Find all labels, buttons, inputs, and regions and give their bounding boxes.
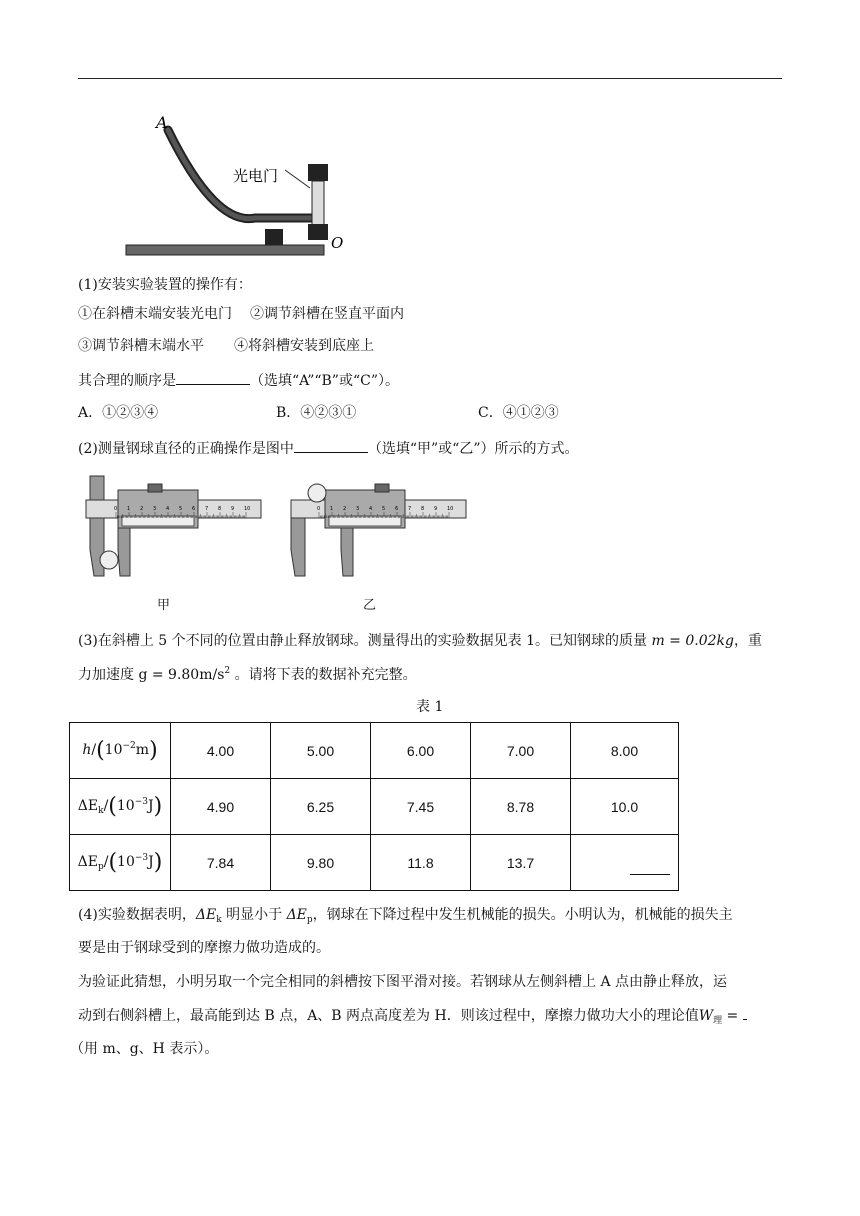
caliper-left-figure bbox=[76, 470, 266, 582]
apparatus-figure bbox=[120, 108, 350, 258]
table-cell: 8.78 bbox=[471, 779, 571, 835]
q3-mass: m = 0.02kg bbox=[651, 633, 734, 649]
scale-number: 7 bbox=[205, 506, 209, 512]
caliper-right-figure bbox=[283, 470, 473, 582]
label-a: A bbox=[156, 113, 168, 132]
q1-op1: ①在斜槽末端安装光电门 bbox=[78, 306, 232, 322]
q2-answer-blank[interactable] bbox=[294, 438, 368, 453]
table-cell: 8.00 bbox=[571, 723, 679, 779]
photogate-top bbox=[308, 164, 328, 181]
caliper-right bbox=[291, 484, 466, 576]
row-header-h: $h/(10^{-2}m)$ bbox=[70, 723, 171, 779]
q4-line5: （用 m、g、H 表示）。 bbox=[70, 1041, 219, 1057]
q1-op2: ②调节斜槽在竖直平面内 bbox=[250, 306, 404, 322]
ball-right bbox=[308, 484, 326, 502]
caliper-left bbox=[86, 476, 261, 576]
table-cell: 7.00 bbox=[471, 723, 571, 779]
q3-gravity-exp: 2 bbox=[224, 666, 231, 676]
answer-blank-cell[interactable] bbox=[571, 835, 679, 891]
scale-number: 0 bbox=[114, 506, 118, 512]
header-rule bbox=[78, 78, 782, 79]
label-o: O bbox=[331, 234, 344, 252]
scale-number: 6 bbox=[192, 506, 196, 512]
table-cell: 9.80 bbox=[271, 835, 371, 891]
table-row bbox=[70, 779, 679, 835]
scale-number: 5 bbox=[382, 506, 386, 512]
q3-line2-prefix: 力加速度 bbox=[78, 667, 139, 683]
q1-choice-c[interactable]: C．④①②③ bbox=[478, 405, 559, 421]
table-cell: 4.90 bbox=[171, 779, 271, 835]
q4-line4: 动到右侧斜槽上，最高能到达 B 点，A、B 两点高度差为 H．则该过程中，摩擦力做功大小的理论值$W_理$ = bbox=[78, 1007, 747, 1030]
q1-answer-blank[interactable] bbox=[176, 370, 250, 385]
table-cell: 4.00 bbox=[171, 723, 271, 779]
scale-number: 4 bbox=[369, 506, 373, 512]
q4-line1: (4)实验数据表明，$\Delta E_k$ 明显小于 $\Delta E_p$，钢球在下降过程中发生机械能的损失。小明认为，机械能的损失主 bbox=[78, 907, 733, 925]
q1-ask bbox=[78, 370, 399, 390]
photogate-label: 光电门 bbox=[233, 167, 279, 185]
q1-op3: ③调节斜槽末端水平 bbox=[78, 338, 204, 354]
q2-suffix: （选填“甲”或“乙”）所示的方式。 bbox=[367, 441, 579, 457]
base-plate bbox=[126, 245, 324, 255]
caption-jia: 甲 bbox=[157, 597, 171, 612]
q4-line2: 要是由于钢球受到的摩擦力做功造成的。 bbox=[78, 940, 330, 956]
scale-number: 5 bbox=[179, 506, 183, 512]
scale-number: 10 bbox=[244, 506, 251, 512]
row-header-dep: $\Delta E_p/(10^{-3}J)$ bbox=[70, 835, 171, 891]
scale-number: 9 bbox=[231, 506, 235, 512]
q1-stem: (1)安装实验装置的操作有： bbox=[78, 277, 252, 293]
scale-number: 10 bbox=[447, 506, 454, 512]
scale-number: 4 bbox=[166, 506, 170, 512]
table-cell: 7.84 bbox=[171, 835, 271, 891]
table-cell: 5.00 bbox=[271, 723, 371, 779]
scale-number: 1 bbox=[127, 506, 131, 512]
scale-number: 8 bbox=[421, 506, 425, 512]
q1-ask-suffix: （选填“A”“B”或“C”）。 bbox=[250, 373, 399, 389]
scale-number: 0 bbox=[317, 506, 321, 512]
table-cell: 11.8 bbox=[371, 835, 471, 891]
scale-number: 6 bbox=[395, 506, 399, 512]
scale-number: 3 bbox=[153, 506, 157, 512]
q3-line1-suffix: ，重 bbox=[733, 633, 762, 649]
q4-line3: 为验证此猜想，小明另取一个完全相同的斜槽按下图平滑对接。若钢球从左侧斜槽上 A 点由静止释放，运 bbox=[78, 974, 728, 990]
q2-text bbox=[78, 438, 578, 458]
q1-ops-row2 bbox=[78, 337, 374, 355]
q3-line1-prefix: (3)在斜槽上 5 个不同的位置由静止释放钢球。测量得出的实验数据见表 1。已知钢球的质量 bbox=[78, 633, 652, 649]
support-block bbox=[265, 229, 283, 245]
table-cell: 6.00 bbox=[371, 723, 471, 779]
q3-gravity: g = 9.80m/s bbox=[138, 667, 225, 683]
table-cell: 6.25 bbox=[271, 779, 371, 835]
q3-line2-suffix: 。请将下表的数据补充完整。 bbox=[230, 667, 417, 683]
q1-choice-a[interactable]: A．①②③④ bbox=[78, 405, 159, 421]
scale-number: 1 bbox=[330, 506, 334, 512]
q1-choice-b[interactable]: B．④②③① bbox=[276, 405, 357, 421]
caption-yi: 乙 bbox=[363, 597, 377, 612]
q1-ask-prefix: 其合理的顺序是 bbox=[78, 373, 176, 389]
scale-number: 8 bbox=[218, 506, 222, 512]
q1-ops-row1 bbox=[78, 305, 404, 323]
photogate-bottom bbox=[308, 224, 328, 240]
row-header-dek: $\Delta E_k/(10^{-3}J)$ bbox=[70, 779, 171, 835]
scale-number: 3 bbox=[356, 506, 360, 512]
photogate-post bbox=[312, 181, 324, 225]
q2-prefix: (2)测量钢球直径的正确操作是图中 bbox=[78, 441, 294, 457]
scale-number: 2 bbox=[140, 506, 144, 512]
q1-op4: ④将斜槽安装到底座上 bbox=[234, 338, 374, 354]
scale-number: 2 bbox=[343, 506, 347, 512]
table-cell: 13.7 bbox=[471, 835, 571, 891]
scale-number: 9 bbox=[434, 506, 438, 512]
data-table bbox=[69, 722, 679, 891]
table-row bbox=[70, 723, 679, 779]
ball-left bbox=[100, 551, 118, 569]
table-cell: 10.0 bbox=[571, 779, 679, 835]
table-row bbox=[70, 835, 679, 891]
q3-line1 bbox=[78, 632, 762, 650]
scale-number: 7 bbox=[408, 506, 412, 512]
table-title: 表 1 bbox=[416, 699, 444, 715]
q3-line2 bbox=[78, 662, 417, 684]
table-cell: 7.45 bbox=[371, 779, 471, 835]
